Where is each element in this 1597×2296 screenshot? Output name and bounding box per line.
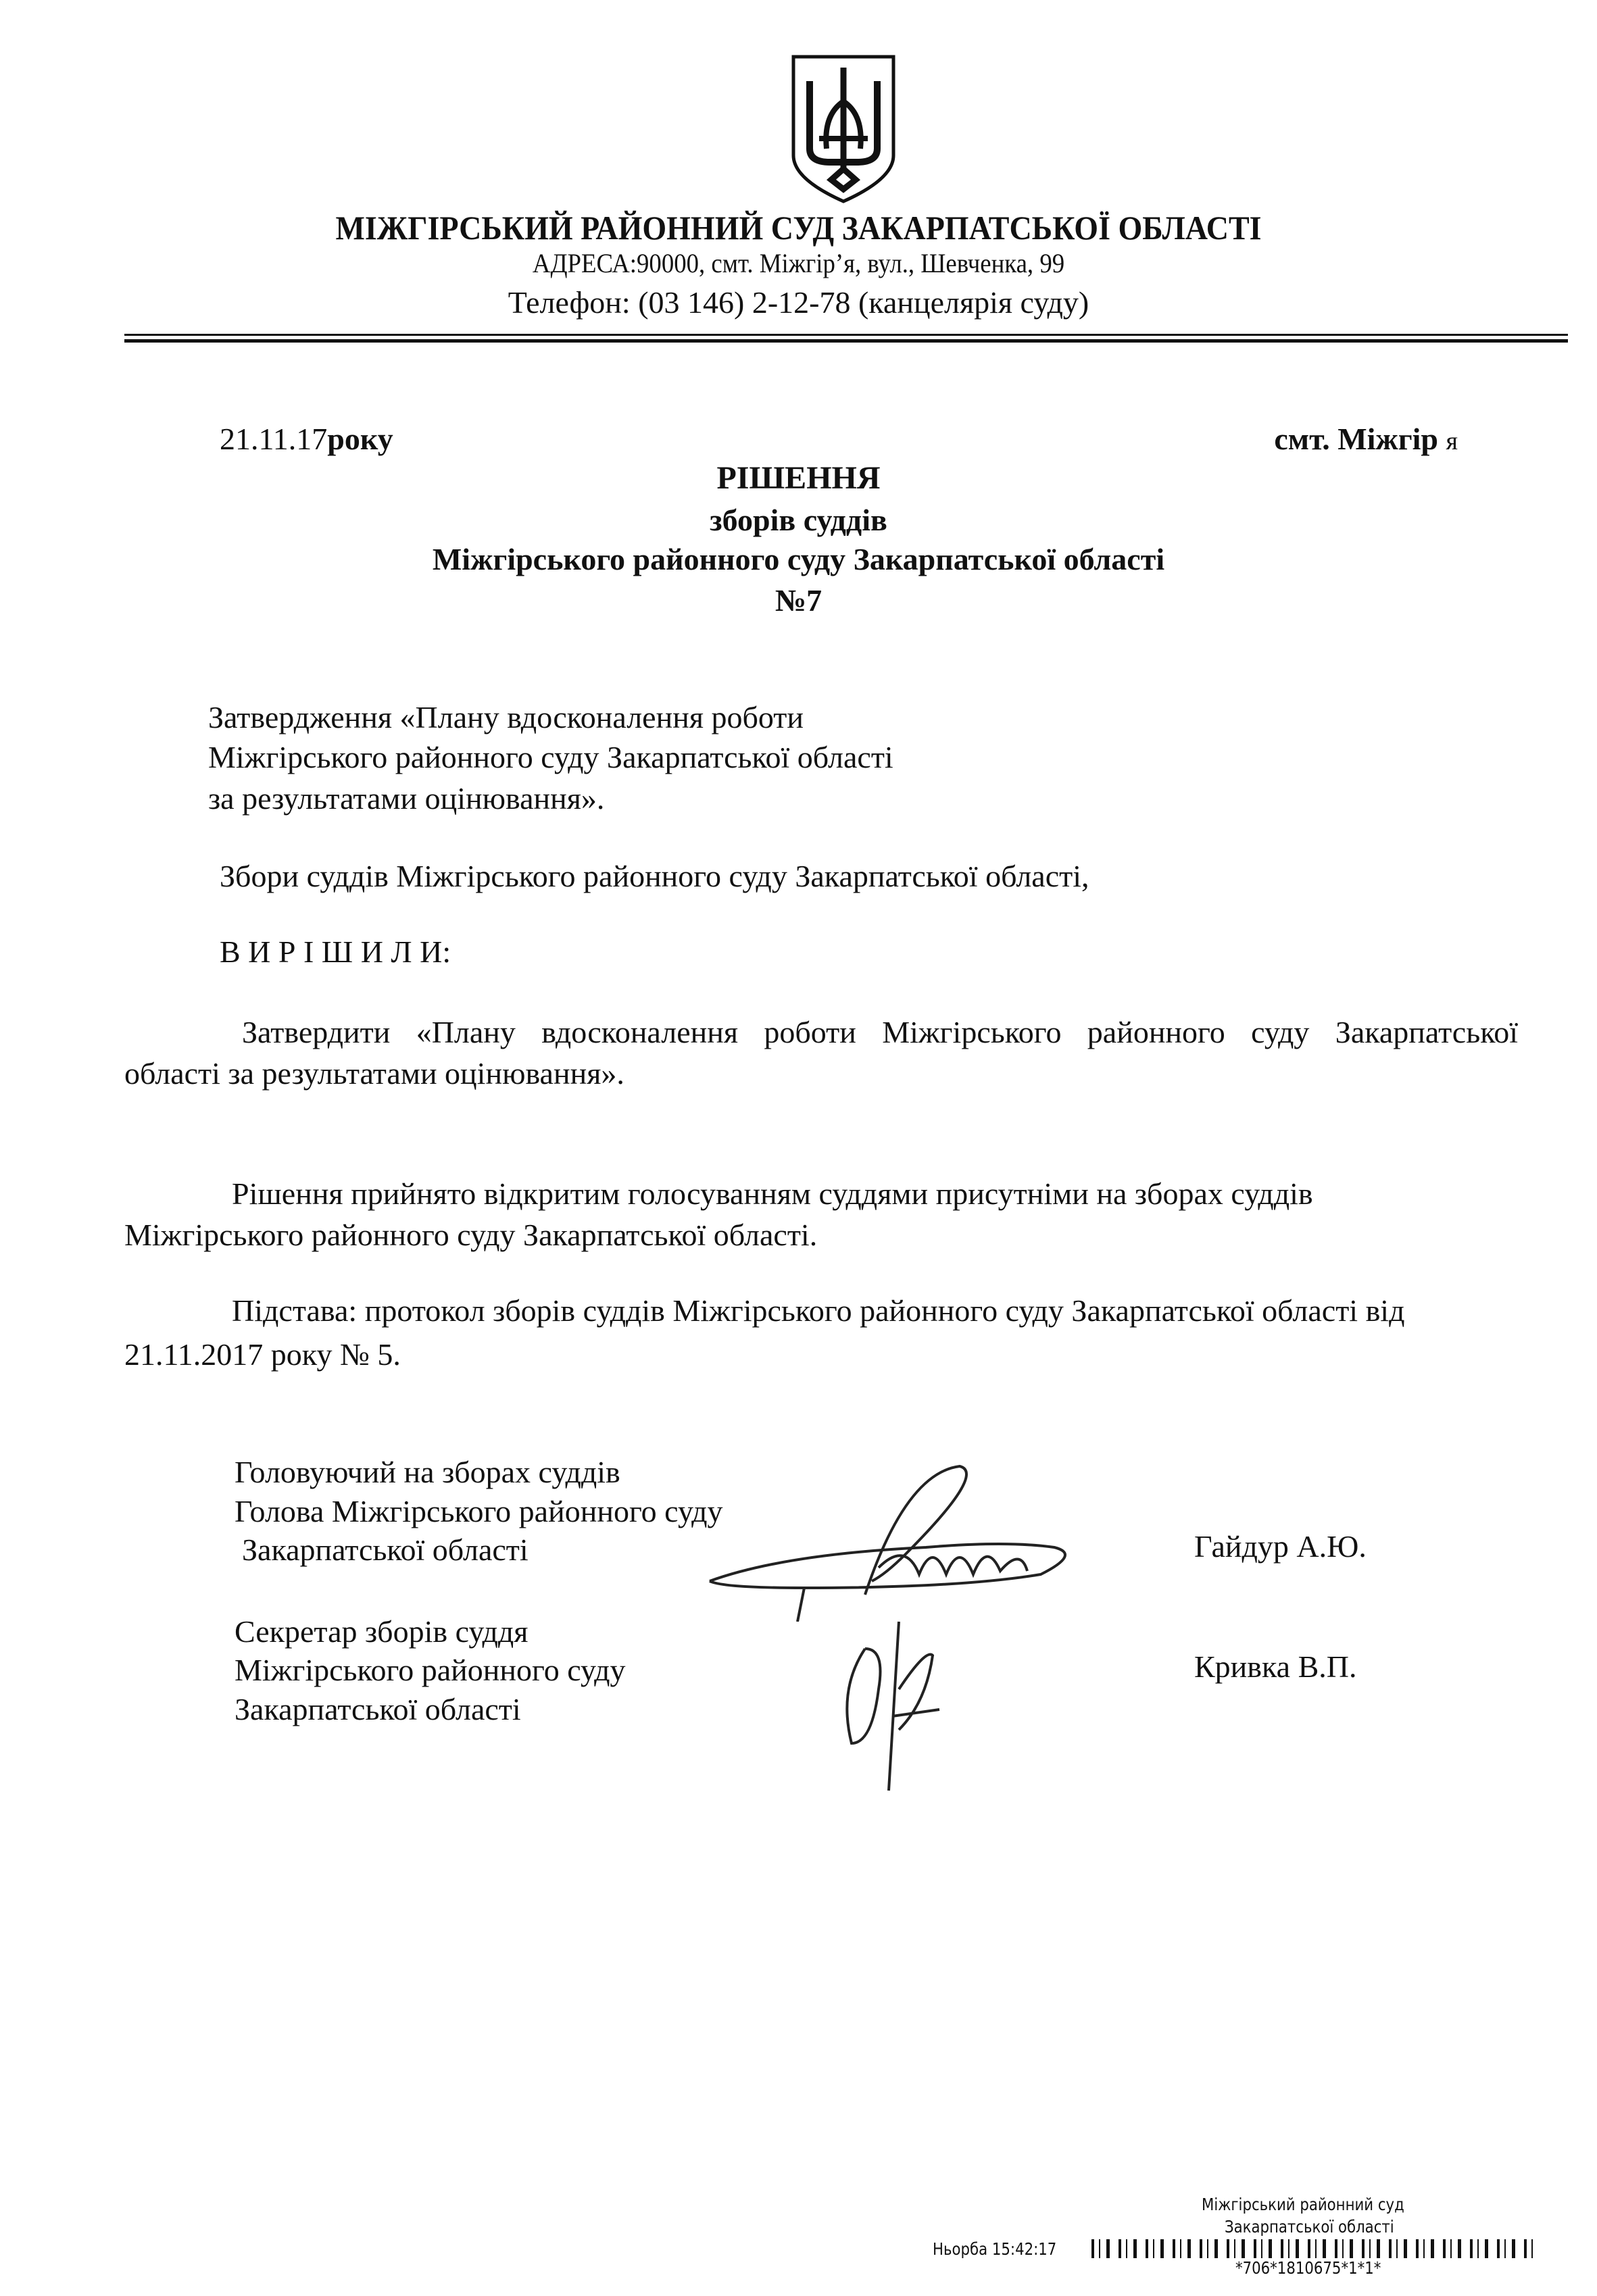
subject-line: Затвердження «Плану вдосконалення роботи xyxy=(208,700,804,734)
court-name: МІЖГІРСЬКИЙ РАЙОННИЙ СУД ЗАКАРПАТСЬКОЇ ОБЛАСТІ xyxy=(335,209,1262,247)
header-rule xyxy=(124,334,1568,336)
chair-signature xyxy=(703,1459,1095,1622)
secretary-title: Закарпатської області xyxy=(235,1692,521,1726)
decision-date xyxy=(220,424,393,455)
doc-court: Міжгірського районного суду Закарпатської області xyxy=(432,542,1165,576)
date-value: 21.11.17 xyxy=(220,422,328,456)
doc-number: №7 xyxy=(775,583,822,618)
subject-line: за результатами оцінювання». xyxy=(208,781,605,816)
court-phone: Телефон: (03 146) 2-12-78 (канцелярія суду) xyxy=(508,285,1089,320)
doc-title: РІШЕННЯ xyxy=(716,460,881,496)
doc-subtitle: зборів суддів xyxy=(710,503,887,537)
trident-emblem-icon xyxy=(789,54,898,204)
secretary-title: Секретар зборів суддя xyxy=(235,1614,529,1649)
decided-heading: В И Р І Ш И Л И: xyxy=(220,934,451,969)
stamp-timestamp: Ньорба 15:42:17 xyxy=(933,2239,1057,2259)
secretary-signature xyxy=(825,1608,973,1797)
subject-line: Міжгірського районного суду Закарпатської області xyxy=(208,740,893,774)
basis-line: 21.11.2017 року № 5. xyxy=(124,1337,401,1372)
stamp-code: *706*1810675*1*1* xyxy=(1235,2258,1381,2278)
secretary-name: Кривка В.П. xyxy=(1194,1649,1357,1684)
header-rule xyxy=(124,339,1568,343)
stamp-court: Міжгірський районний суд xyxy=(1202,2195,1404,2214)
chair-title: Головуючий на зборах суддів xyxy=(235,1455,620,1489)
decision-place xyxy=(1274,424,1458,455)
vote-line: Рішення прийнято відкритим голосуванням суддями присутніми на зборах суддів xyxy=(232,1176,1313,1211)
barcode xyxy=(1091,2239,1538,2258)
resolution-line: Затвердити «Плану вдосконалення роботи Міжгірського районного суду Закарпатської xyxy=(242,1015,1518,1049)
chair-title: Голова Міжгірського районного суду xyxy=(235,1494,723,1528)
date-suffix: року xyxy=(327,422,393,456)
chair-name: Гайдур А.Ю. xyxy=(1194,1529,1367,1564)
secretary-title: Міжгірського районного суду xyxy=(235,1653,626,1687)
assembly-text: Збори суддів Міжгірського районного суду Закарпатської області, xyxy=(220,859,1089,893)
vote-line: Міжгірського районного суду Закарпатської області. xyxy=(124,1218,818,1252)
place-tail: я xyxy=(1446,427,1458,455)
basis-line: Підстава: протокол зборів суддів Міжгірського районного суду Закарпатської області від xyxy=(232,1293,1405,1328)
court-address: АДРЕСА:90000, смт. Міжгір’я, вул., Шевченка, 99 xyxy=(532,248,1065,278)
place-value: смт. Міжгір xyxy=(1274,422,1439,456)
chair-title: Закарпатської області xyxy=(242,1532,529,1567)
resolution-line: області за результатами оцінювання». xyxy=(124,1056,624,1091)
stamp-region: Закарпатської області xyxy=(1225,2217,1394,2237)
